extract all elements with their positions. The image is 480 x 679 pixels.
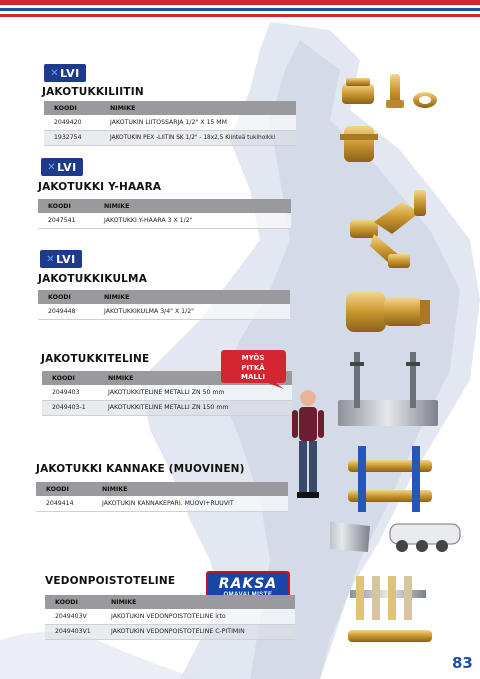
elbow-fitting-icon: [346, 292, 430, 332]
raksa-logo-name: RAKSA: [218, 576, 278, 592]
product-table: [38, 290, 290, 320]
fitting-connector-icon: [340, 126, 378, 162]
column-header-name: NIMIKE: [94, 199, 291, 213]
manifold-stand-icon: [338, 352, 438, 426]
table-row: [44, 130, 296, 145]
product-name: JAKOTUKIN VEDONPOISTOTELINE C-PITIMIN: [101, 624, 295, 639]
product-code: 2047541: [38, 213, 94, 228]
section-title: JAKOTUKKILIITIN: [42, 86, 144, 98]
y-branch-icon: [350, 190, 426, 268]
manifold-with-brackets-icon: [348, 446, 432, 512]
table-row: [42, 400, 292, 415]
bubble-line: MYÖS: [241, 354, 265, 362]
table-row: [38, 304, 290, 319]
table-row: [38, 213, 291, 228]
product-table: [44, 101, 296, 146]
product-code: 1932754: [44, 130, 100, 145]
column-header-code: KOODI: [42, 371, 98, 385]
column-header-name: NIMIKE: [92, 482, 288, 496]
strain-relief-rack-icon: [348, 576, 432, 642]
product-table: [45, 595, 295, 640]
product-name: JAKOTUKIN LIITOSSARJA 1/2" X 15 MM: [100, 115, 296, 130]
product-code: 2049403-1: [42, 400, 98, 415]
fitting-nut-icon: [342, 78, 374, 104]
table-row: [44, 115, 296, 130]
page-number: 83: [452, 654, 473, 672]
column-header-code: KOODI: [38, 199, 94, 213]
product-code: 2049403V: [45, 609, 101, 624]
column-header-code: KOODI: [44, 101, 100, 115]
column-header-code: KOODI: [45, 595, 101, 609]
section-title: JAKOTUKKI KANNAKE (MUOVINEN): [36, 463, 245, 475]
speech-bubble-text: [220, 349, 290, 389]
column-header-name: NIMIKE: [94, 290, 290, 304]
column-header-name: NIMIKE: [101, 595, 295, 609]
product-code: 2049403V1: [45, 624, 101, 639]
column-header-name: NIMIKE: [100, 101, 296, 115]
column-header-code: KOODI: [36, 482, 92, 496]
section-title: VEDONPOISTOTELINE: [45, 575, 176, 587]
section-title: JAKOTUKKIKULMA: [38, 273, 148, 285]
lvi-logo: ✕ LVI: [44, 64, 86, 82]
lvi-logo: ✕ LVI: [41, 158, 83, 176]
product-code: 2049403: [42, 385, 98, 400]
table-row: [45, 609, 295, 624]
lvi-logo: ✕ LVI: [40, 250, 82, 268]
product-code: 2049420: [44, 115, 100, 130]
table-row: [45, 624, 295, 639]
product-code: 2049448: [38, 304, 94, 319]
metal-plate-icon: [330, 520, 370, 552]
column-header-code: KOODI: [38, 290, 94, 304]
fitting-insert-icon: [386, 74, 404, 108]
fitting-ring-icon: [413, 92, 437, 108]
product-name: JAKOTUKKITELINE METALLI ZN 50 mm: [98, 385, 292, 400]
plastic-bracket-icon: [390, 524, 460, 552]
product-name: JAKOTUKKITELINE METALLI ZN 150 mm: [98, 400, 292, 415]
product-table: [38, 199, 291, 229]
section-title: JAKOTUKKI Y-HAARA: [38, 181, 162, 193]
product-code: 2049414: [36, 496, 92, 511]
product-name: JAKOTUKIN PEX -LIITIN SK 1/2" - 18x2,5 Kiinteä tukiholkki: [100, 130, 296, 145]
product-name: JAKOTUKIN VEDONPOISTOTELINE irto: [101, 609, 295, 624]
bubble-line: MALLI: [241, 373, 265, 381]
table-row: [36, 496, 288, 511]
bubble-line: PITKÄ: [241, 363, 265, 372]
product-name: JAKOTUKKIKULMA 3/4" X 1/2": [94, 304, 290, 319]
product-images: [330, 70, 470, 670]
product-name: JAKOTUKKI Y-HAARA 3 X 1/2": [94, 213, 291, 228]
person-figure: [288, 386, 328, 504]
product-name: JAKOTUKIN KANNAKEPARI. MUOVI+RUUVIT: [92, 496, 288, 511]
section-title: JAKOTUKKITELINE: [41, 353, 150, 365]
product-table: [36, 482, 288, 512]
column-header-name: NIMIKE: [98, 371, 292, 385]
